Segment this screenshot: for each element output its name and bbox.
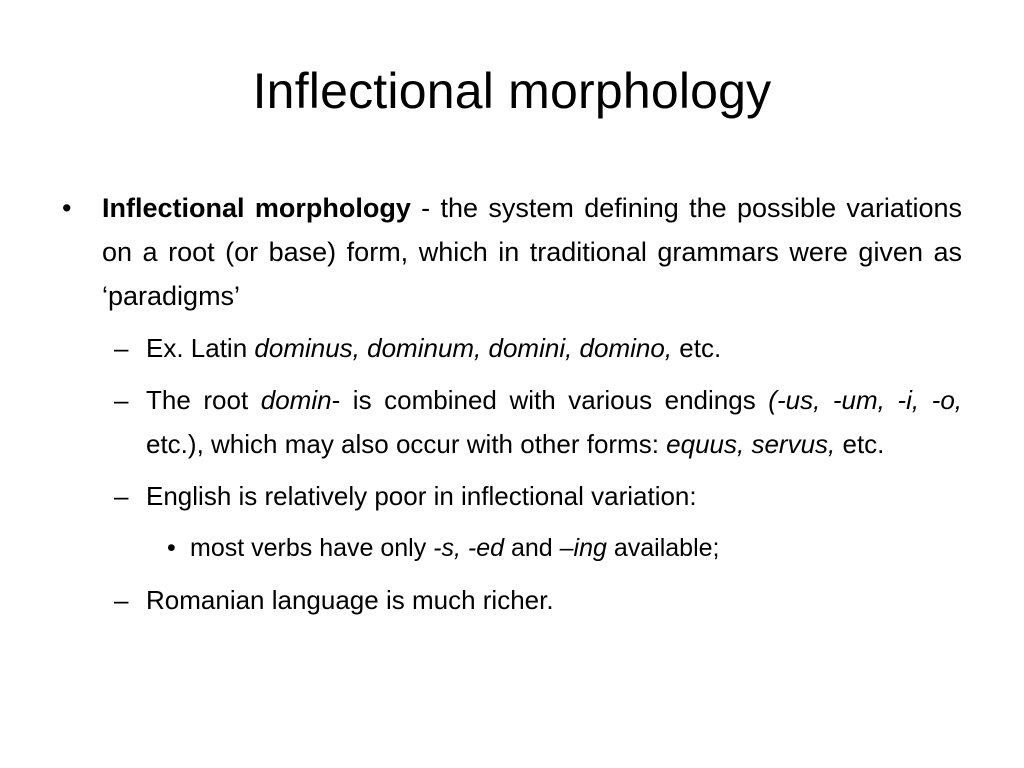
text-segment: Ex. Latin <box>146 333 255 363</box>
definition-text: - the system defining the possible variations on a root (or base) form, which in traditional grammars were given as ‘paradigms’ <box>102 193 962 311</box>
text-segment: English is relatively poor in inflectional variation: <box>146 481 697 511</box>
sub-sub-bullet-verbs <box>62 526 962 570</box>
endings-list: (-us, -um, -i, -o, <box>768 385 963 415</box>
sub-bullet-romanian <box>62 578 962 622</box>
other-forms: equus, servus, <box>666 429 836 459</box>
text-segment: etc. <box>835 429 885 459</box>
dash-marker: – <box>114 481 129 511</box>
text-segment: The root <box>146 385 261 415</box>
text-segment: most verbs have only <box>190 534 434 562</box>
suffix-ing: –ing <box>559 534 607 562</box>
root-domin: domin <box>260 385 332 415</box>
text-segment: available; <box>606 534 720 562</box>
sub-bullet-english <box>62 474 962 518</box>
sub-bullet-latin-example <box>62 326 962 370</box>
dash-marker: – <box>114 585 129 615</box>
text-segment: etc.), which may also occur with other forms: <box>146 429 667 459</box>
sub-bullet-root-endings <box>62 378 962 466</box>
dash-marker: – <box>114 333 129 363</box>
term-inflectional-morphology: Inflectional morphology <box>102 193 411 223</box>
dash-marker: – <box>114 385 129 415</box>
text-segment: etc. <box>672 333 722 363</box>
text-segment: - is combined with various endings <box>331 385 769 415</box>
bullet-marker: • <box>167 534 176 562</box>
slide-title: Inflectional morphology <box>252 63 772 119</box>
latin-forms: dominus, dominum, domini, domino, <box>254 333 673 363</box>
text-segment: and <box>504 534 560 562</box>
slide-content <box>62 186 962 630</box>
suffixes-s-ed: -s, -ed <box>433 534 505 562</box>
bullet-marker: • <box>62 193 72 223</box>
text-segment: Romanian language is much richer. <box>146 585 554 615</box>
bullet-definition <box>62 186 962 318</box>
